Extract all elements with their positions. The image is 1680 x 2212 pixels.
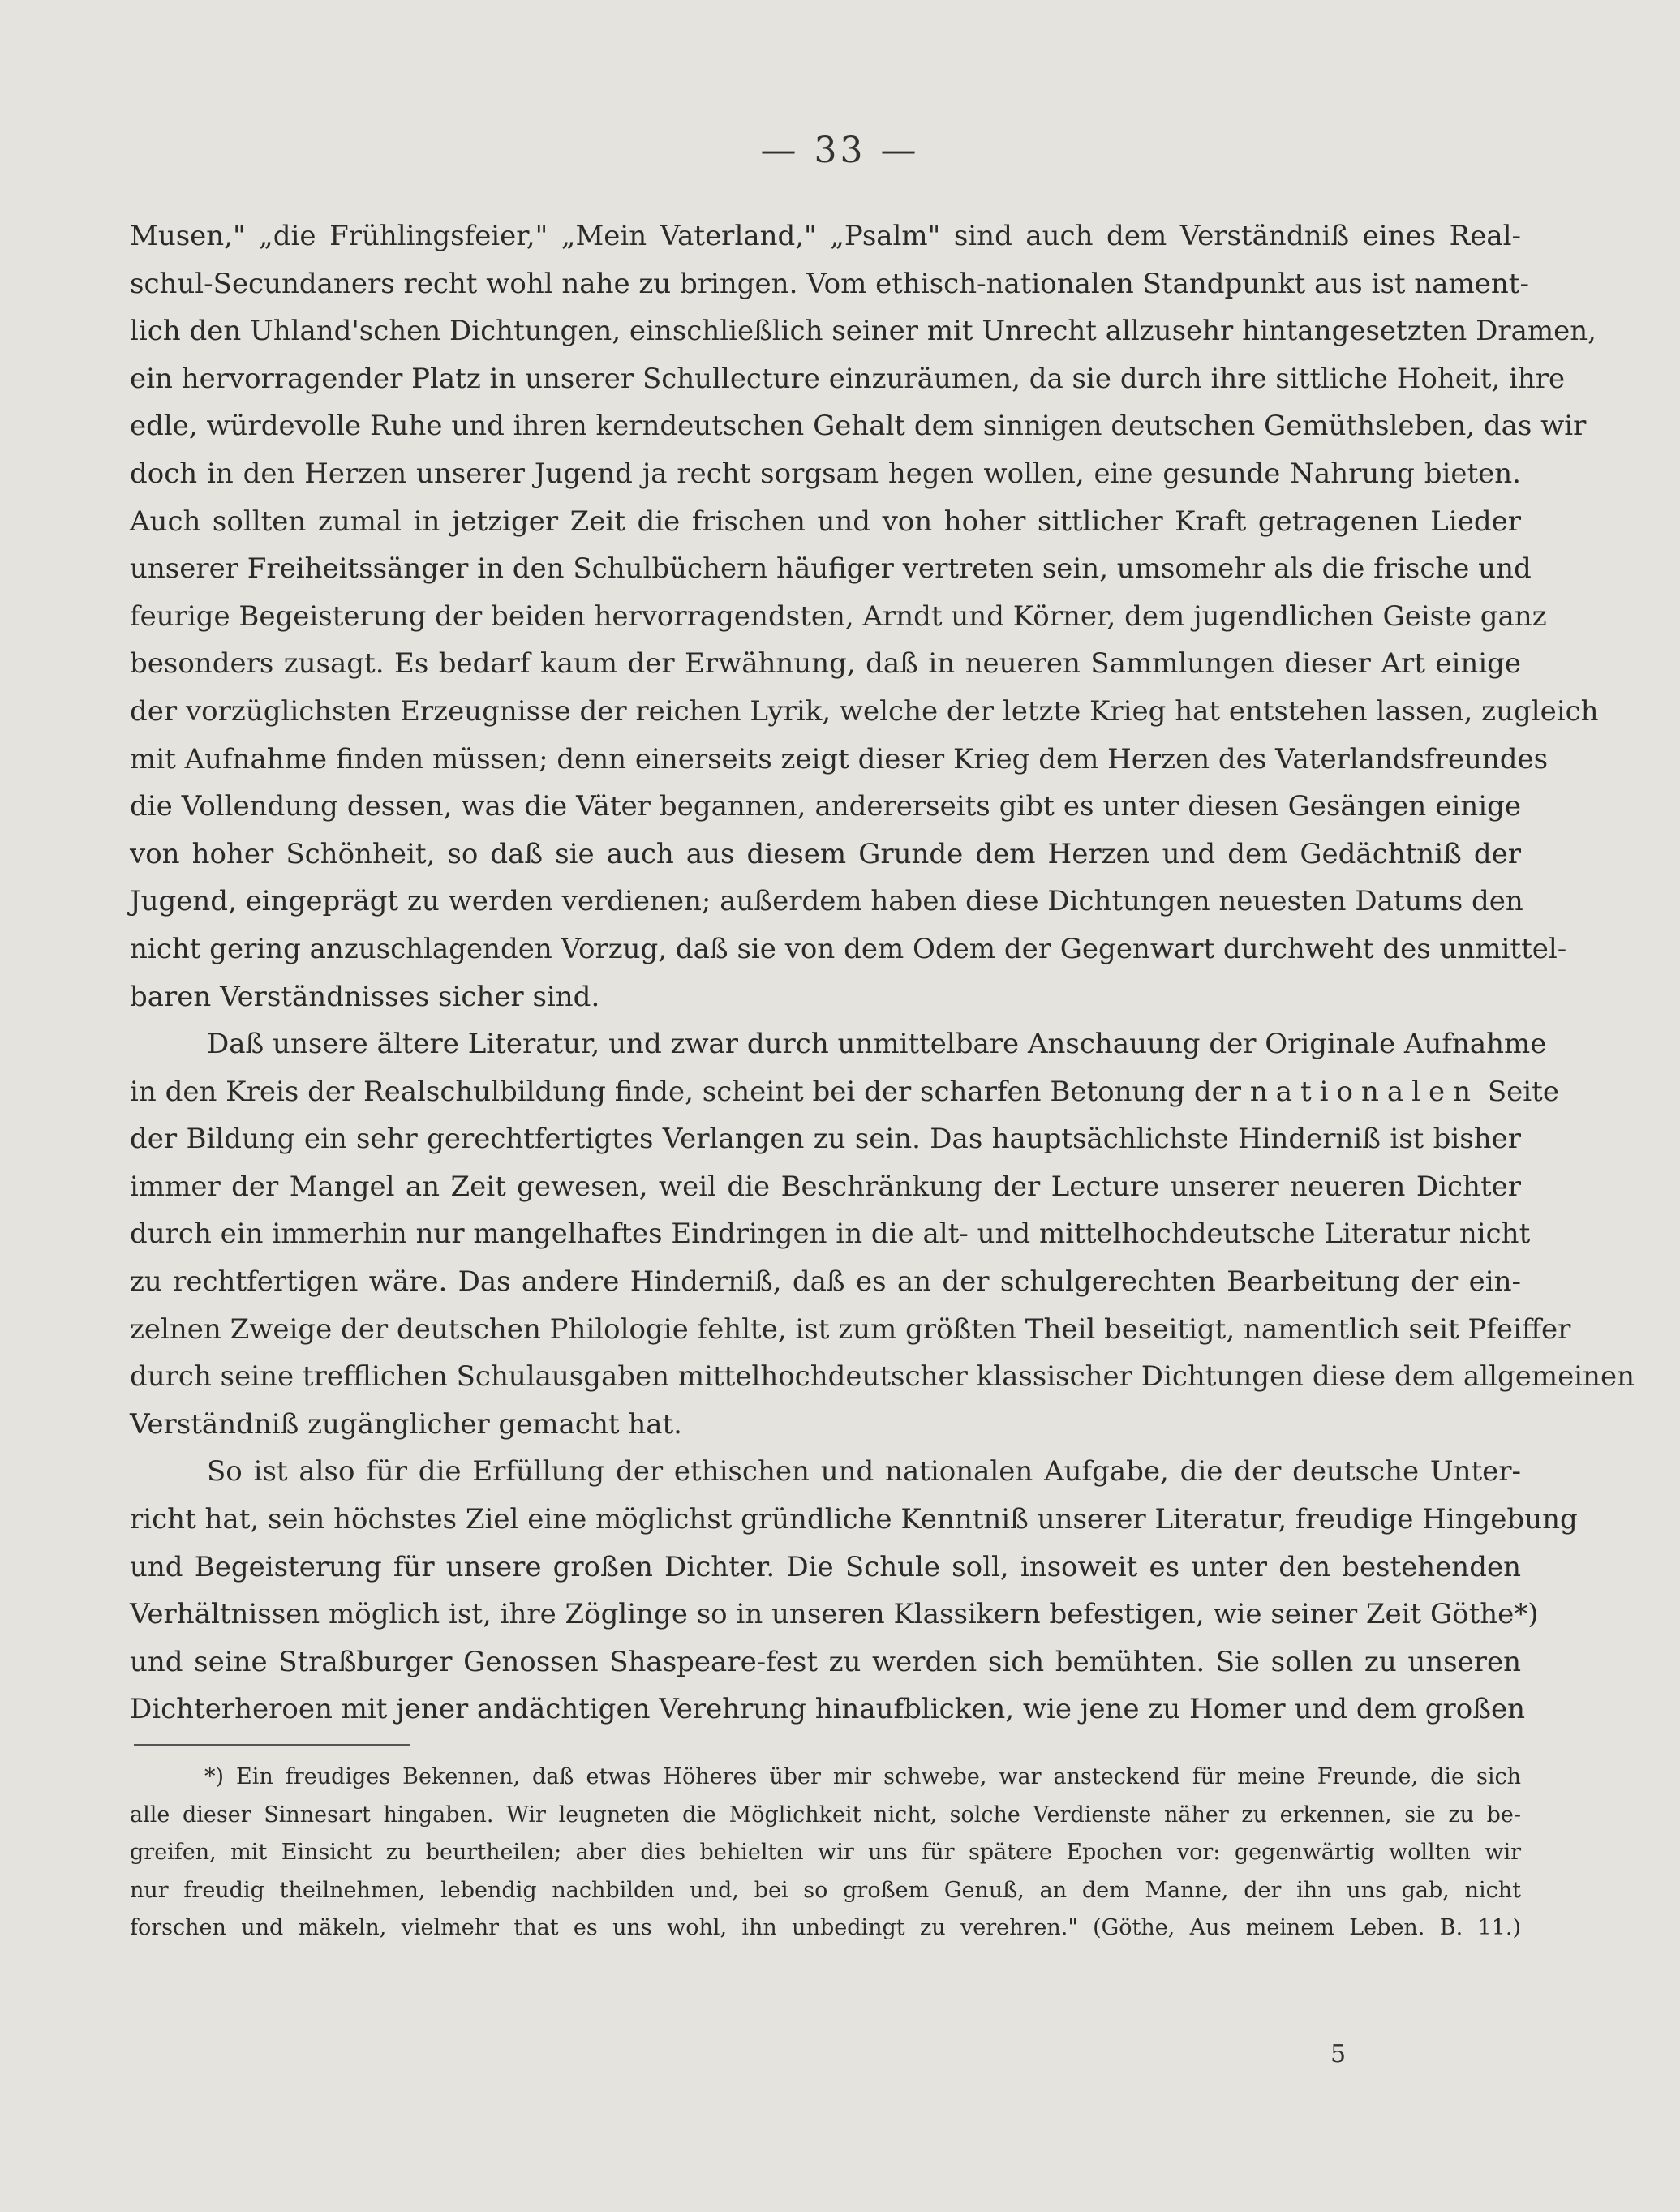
text-line: feurige Begeisterung der beiden hervorragendsten, Arndt und Körner, dem jugendlichen Geiste ganz (130, 599, 1547, 633)
paragraph-end-line: baren Verständnisses sicher sind. (130, 980, 600, 1013)
footnote-line: *) Ein freudiges Bekennen, daß etwas Höheres über mir schwebe, war ansteckend für meine Freunde, die sich (204, 1764, 1521, 1789)
text-line: edle, würdevolle Ruhe und ihren kerndeutschen Gehalt dem sinnigen deutschen Gemüthsleben, das wir (130, 410, 1587, 443)
text-line: doch in den Herzen unserer Jugend ja recht sorgsam hegen wollen, eine gesunde Nahrung bieten. (130, 457, 1521, 490)
text-segment: Seite (1487, 1075, 1559, 1108)
signature-mark: 5 (1330, 2040, 1347, 2068)
text-line: mit Aufnahme finden müssen; denn einerseits zeigt dieser Krieg dem Herzen des Vaterlandsfreundes (130, 742, 1549, 775)
text-line: unserer Freiheitssänger in den Schulbüchern häufiger vertreten sein, umsomehr als die frische und (130, 552, 1532, 586)
text-line: Dichterheroen mit jener andächtigen Verehrung hinaufblicken, wie jene zu Homer und dem großen (130, 1693, 1526, 1726)
text-line: und seine Straßburger Genossen Shaspeare-fest zu werden sich bemühten. Sie sollen zu unseren (130, 1645, 1521, 1678)
text-line: und Begeisterung für unsere großen Dichter. Die Schule soll, insoweit es unter den bestehenden (130, 1550, 1521, 1583)
main-text-block (130, 213, 1635, 1733)
text-line: zelnen Zweige der deutschen Philologie fehlte, ist zum größten Theil beseitigt, namentlich seit Pfeiffer (130, 1312, 1571, 1346)
footnote-line: forschen und mäkeln, vielmehr that es uns wohl, ihn unbedingt zu verehren." (Göthe, Aus meinem Leben. B. 11.) (130, 1915, 1521, 1940)
text-line: Verhältnissen möglich ist, ihre Zöglinge so in unseren Klassikern befestigen, wie seiner Zeit Göthe*) (130, 1598, 1539, 1631)
text-line: Auch sollten zumal in jetziger Zeit die frischen und von hoher sittlicher Kraft getragenen Lieder (130, 505, 1521, 538)
text-line: lich den Uhland'schen Dichtungen, einschließlich seiner mit Unrecht allzusehr hintangesetzten Dramen, (130, 315, 1596, 348)
text-line: immer der Mangel an Zeit gewesen, weil die Beschränkung der Lecture unserer neueren Dichter (130, 1170, 1521, 1203)
text-line-with-emphasis (130, 1068, 1559, 1116)
text-segment: in den Kreis der Realschulbildung finde, scheint bei der scharfen Betonung der (130, 1075, 1241, 1108)
paragraph-start-line: Daß unsere ältere Literatur, und zwar durch unmittelbare Anschauung der Originale Aufnahme (207, 1028, 1547, 1061)
text-line: von hoher Schönheit, so daß sie auch aus diesem Grunde dem Herzen und dem Gedächtniß der (130, 837, 1521, 870)
text-line: durch seine trefflichen Schulausgaben mittelhochdeutscher klassischer Dichtungen diese dem allgemeinen (130, 1360, 1635, 1394)
text-line: nicht gering anzuschlagenden Vorzug, daß sie von dem Odem der Gegenwart durchweht des unmittel- (130, 932, 1567, 965)
footnote-line: alle dieser Sinnesart hingaben. Wir leugneten die Möglichkeit nicht, solche Verdienste näher zu erkennen, sie zu be- (130, 1802, 1521, 1828)
text-line: Jugend, eingeprägt zu werden verdienen; außerdem haben diese Dichtungen neuesten Datums den (130, 885, 1523, 918)
text-line: ein hervorragender Platz in unserer Schullecture einzuräumen, da sie durch ihre sittliche Hoheit, ihre (130, 362, 1566, 395)
text-line: richt hat, sein höchstes Ziel eine möglichst gründliche Kenntniß unserer Literatur, freudige Hingebung (130, 1503, 1578, 1536)
text-line: zu rechtfertigen wäre. Das andere Hinderniß, daß es an der schulgerechten Bearbeitung der ein- (130, 1265, 1521, 1299)
text-line: der Bildung ein sehr gerechtfertigtes Verlangen zu sein. Das hauptsächlichste Hinderniß ist bisher (130, 1123, 1521, 1156)
paragraph-end-line: Verständniß zugänglicher gemacht hat. (130, 1407, 682, 1441)
text-line: schul-Secundaners recht wohl nahe zu bringen. Vom ethisch-nationalen Standpunkt aus ist nament- (130, 267, 1529, 300)
text-line: der vorzüglichsten Erzeugnisse der reichen Lyrik, welche der letzte Krieg hat entstehen lassen, zugleich (130, 694, 1599, 728)
page-number-header: — 33 — (760, 130, 920, 171)
text-line: die Vollendung dessen, was die Väter begannen, andererseits gibt es unter diesen Gesängen einige (130, 790, 1521, 823)
spaced-emphasis-word: nationalen (1249, 1075, 1480, 1108)
footnote-separator (134, 1744, 410, 1746)
paragraph-start-line: So ist also für die Erfüllung der ethischen und nationalen Aufgabe, die der deutsche Unter- (207, 1455, 1521, 1488)
footnote-block (130, 1759, 1521, 1948)
text-line: Musen," „die Frühlingsfeier," „Mein Vaterland," „Psalm" sind auch dem Verständniß eines Real- (130, 220, 1521, 252)
text-line: durch ein immerhin nur mangelhaftes Eindringen in die alt- und mittelhochdeutsche Literatur nicht (130, 1218, 1531, 1251)
footnote-line: greifen, mit Einsicht zu beurtheilen; aber dies behielten wir uns für spätere Epochen vor: gegenwärtig wollten wir (130, 1840, 1521, 1865)
text-line: besonders zusagt. Es bedarf kaum der Erwähnung, daß in neueren Sammlungen dieser Art einige (130, 647, 1521, 681)
footnote-line: nur freudig theilnehmen, lebendig nachbilden und, bei so großem Genuß, an dem Manne, der ihn uns gab, nicht (130, 1877, 1521, 1903)
